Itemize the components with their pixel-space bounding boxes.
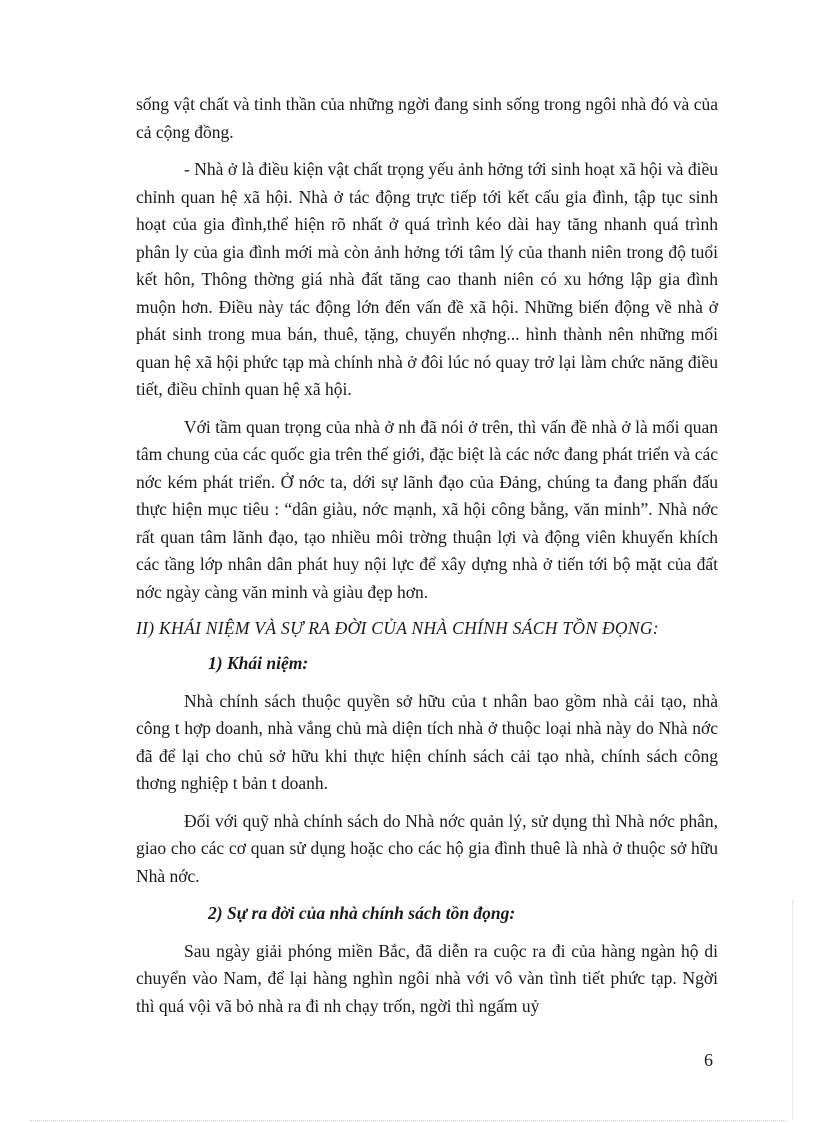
section-heading: II) KHÁI NIỆM VÀ SỰ RA ĐỜI CỦA NHÀ CHÍNH SÁCH TỒN ĐỌNG: <box>136 618 659 638</box>
subsection-2-title: 2) Sự ra đời của nhà chính sách tồn đọng: <box>208 903 516 923</box>
paragraph-definition: Nhà chính sách thuộc quyền sở hữu của t nhân bao gồm nhà cải tạo, nhà công t hợp doanh, nhà vắng chủ mà diện tích nhà ở thuộc loại nhà này do Nhà nớc đã để lại cho chủ sở hữu khi thực hiện chính sách cải tạo nhà, chính sách công thơng nghiệp t bản t doanh. <box>136 690 718 793</box>
subsection-1-title: 1) Khái niệm: <box>208 653 309 673</box>
document-body <box>136 91 718 1030</box>
footer-dotted-line <box>30 1120 786 1121</box>
paragraph-housing-importance: Với tầm quan trọng của nhà ở nh đã nói ở trên, thì vấn đề nhà ở là mối quan tâm chung của các quốc gia trên thế giới, đặc biệt là các nớc đang phát triển và các nớc kém phát triển. Ở nớc ta, dới sự lãnh đạo của Đảng, chúng ta đang phấn đấu thực hiện mục tiêu : “dân giàu, nớc mạnh, xã hội công bằng, văn minh”. Nhà nớc rất quan tâm lãnh đạo, tạo nhiều môi trờng thuận lợi và động viên khuyến khích các tầng lớp nhân dân phát huy nội lực để xây dựng nhà ở tiến tới bộ mặt của đất nớc ngày càng văn minh và giàu đẹp hơn. <box>136 416 718 602</box>
paragraph-history: Sau ngày giải phóng miền Bắc, đã diễn ra cuộc ra đi của hàng ngàn hộ di chuyển vào Nam, để lại hàng nghìn ngôi nhà với vô vàn tình tiết phức tạp. Ngời thì quá vội vã bỏ nhà ra đi nh chạy trốn, ngời thì ngấm uỷ <box>136 940 718 1016</box>
margin-dotted-line <box>792 900 793 1120</box>
paragraph-housing-conditions: - Nhà ở là điều kiện vật chất trọng yếu ảnh hởng tới sinh hoạt xã hội và điều chỉnh quan hệ xã hội. Nhà ở tác động trực tiếp tới kết cấu gia đình, tập tục sinh hoạt của gia đình,thể hiện rõ nhất ở quá trình kéo dài hay tăng nhanh quá trình phân ly của gia đình mới mà còn ảnh hởng tới tâm lý của thanh niên trong độ tuổi kết hôn, Thông thờng giá nhà đất tăng cao thanh niên có xu hớng lập gia đình muộn hơn. Điều này tác động lớn đến vấn đề xã hội. Những biến động về nhà ở phát sinh trong mua bán, thuê, tặng, chuyển nhợng... hình thành nên những mối quan hệ xã hội phức tạp mà chính nhà ở đôi lúc nó quay trở lại làm chức năng điều tiết, điều chỉnh quan hệ xã hội. <box>136 159 718 399</box>
paragraph-continued: sống vật chất và tinh thần của những ngời đang sinh sống trong ngôi nhà đó và của cả cộng đồng. <box>136 94 718 142</box>
paragraph-state-management: Đối với quỹ nhà chính sách do Nhà nớc quản lý, sử dụng thì Nhà nớc phân, giao cho các cơ quan sử dụng hoặc cho các hộ gia đình thuê là nhà ở thuộc sở hữu Nhà nớc. <box>136 810 718 886</box>
page-number: 6 <box>704 1050 713 1070</box>
